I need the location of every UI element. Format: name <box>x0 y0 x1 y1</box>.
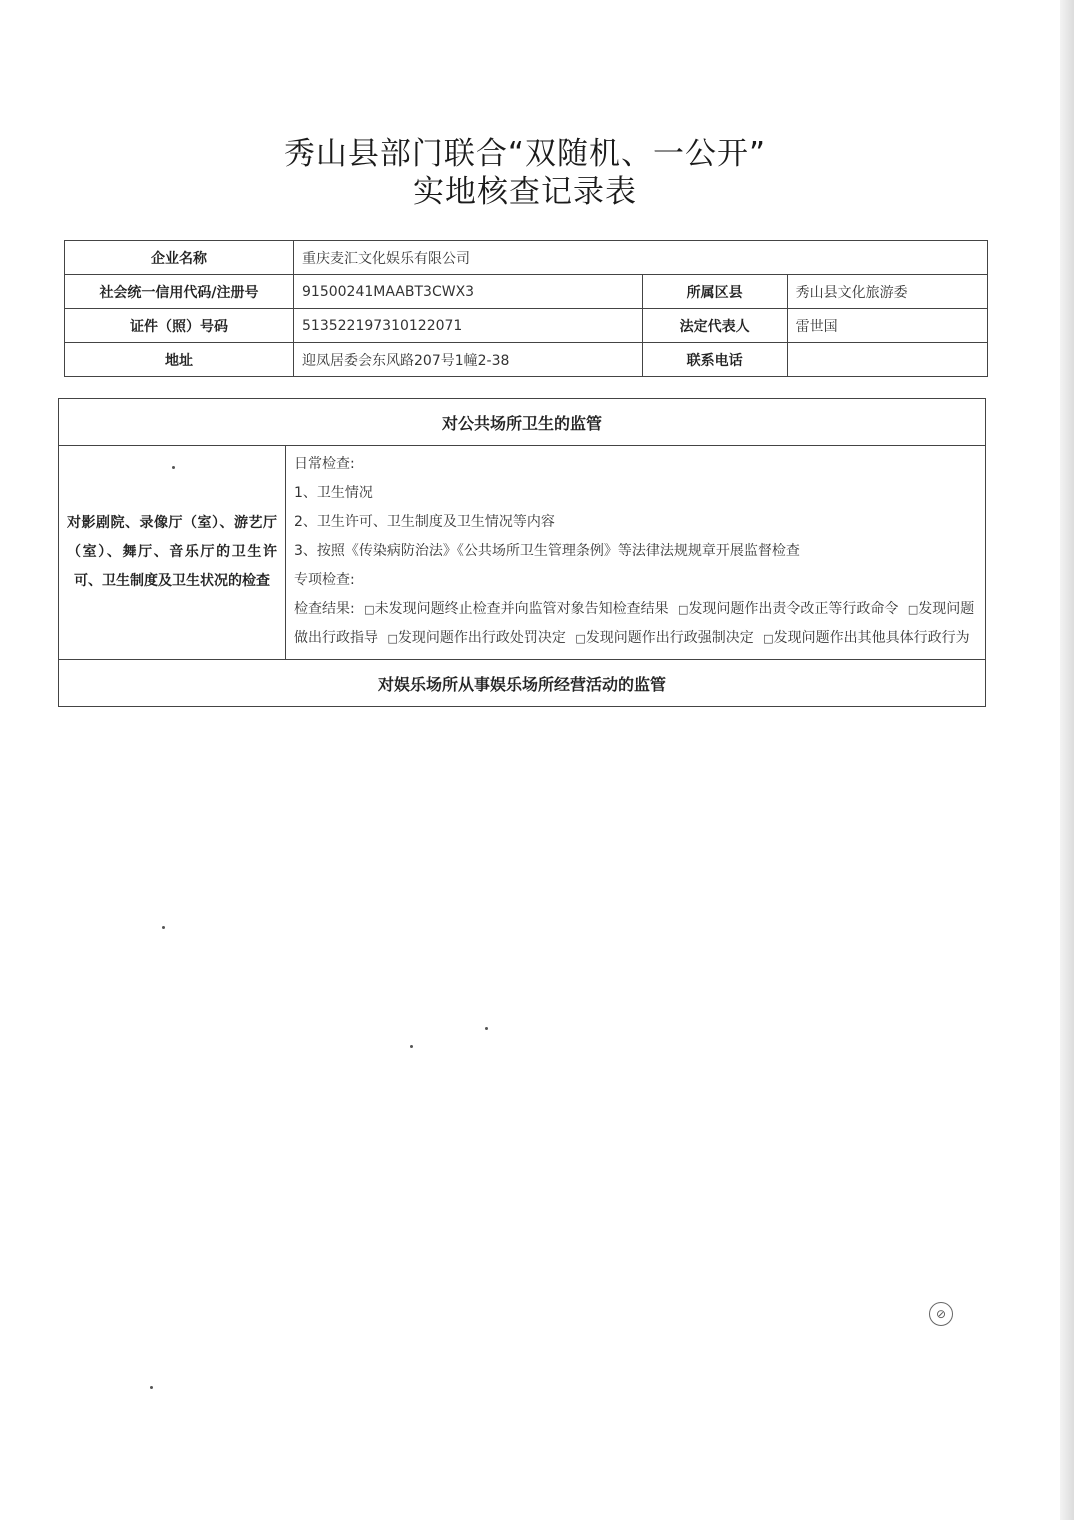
result-option: 未发现问题终止检查并向监管对象告知检查结果 <box>374 601 669 617</box>
checkbox-icon[interactable]: □ <box>387 632 398 645</box>
address-label: 地址 <box>65 343 294 377</box>
stamp-mark-icon: ⊘ <box>929 1302 953 1326</box>
legal-representative-label: 法定代表人 <box>642 309 787 343</box>
district-label: 所属区县 <box>642 275 787 309</box>
table-row <box>65 343 988 377</box>
table-row <box>59 446 986 660</box>
entertainment-section-heading: 对娱乐场所从事娱乐场所经营活动的监管 <box>59 660 986 707</box>
inspection-content <box>286 446 986 660</box>
company-name-value: 重庆麦汇文化娱乐有限公司 <box>294 241 988 275</box>
public-hygiene-section-heading: 对公共场所卫生的监管 <box>59 399 986 446</box>
result-option: 发现问题作出行政强制决定 <box>585 630 754 646</box>
scan-speck <box>485 1027 488 1030</box>
scan-speck <box>410 1045 413 1048</box>
license-number-label: 证件（照）号码 <box>65 309 294 343</box>
table-row <box>59 399 986 446</box>
legal-representative-value: 雷世国 <box>787 309 987 343</box>
document-title-line1: 秀山县部门联合“双随机、一公开” <box>283 136 767 172</box>
scan-speck <box>162 926 165 929</box>
result-option: 发现问题做出行政指导 <box>294 601 975 646</box>
result-option: 发现问题作出行政处罚决定 <box>397 630 566 646</box>
daily-check-heading: 日常检查: <box>294 456 355 472</box>
checkbox-icon[interactable]: □ <box>763 632 774 645</box>
table-row <box>59 660 986 707</box>
checkbox-icon[interactable]: □ <box>575 632 586 645</box>
credit-code-label: 社会统一信用代码/注册号 <box>65 275 294 309</box>
address-value: 迎凤居委会东风路207号1幢2-38 <box>294 343 643 377</box>
daily-check-item-3: 3、按照《传染病防治法》《公共场所卫生管理条例》等法律法规规章开展监督检查 <box>294 543 800 559</box>
district-value: 秀山县文化旅游委 <box>787 275 987 309</box>
scan-speck <box>150 1386 153 1389</box>
inspection-result <box>294 595 979 653</box>
result-option: 发现问题作出责令改正等行政命令 <box>688 601 899 617</box>
credit-code-value: 91500241MAABT3CWX3 <box>294 275 643 309</box>
phone-value <box>787 343 987 377</box>
daily-check-item-2: 2、卫生许可、卫生制度及卫生情况等内容 <box>294 514 555 530</box>
license-number-value: 513522197310122071 <box>294 309 643 343</box>
supervision-table <box>58 398 986 707</box>
scan-speck <box>172 466 175 469</box>
table-row <box>65 241 988 275</box>
checkbox-icon[interactable]: □ <box>678 603 689 616</box>
inspection-item-label: 对影剧院、录像厅（室）、游艺厅（室）、舞厅、音乐厅的卫生许可、卫生制度及卫生状况的检查 <box>59 446 286 660</box>
company-name-label: 企业名称 <box>65 241 294 275</box>
page-edge <box>1060 0 1074 1520</box>
document-title-line2: 实地核查记录表 <box>413 174 637 210</box>
checkbox-icon[interactable]: □ <box>364 603 375 616</box>
result-option: 发现问题作出其他具体行政行为 <box>773 630 970 646</box>
phone-label: 联系电话 <box>642 343 787 377</box>
table-row <box>65 275 988 309</box>
daily-check-item-1: 1、卫生情况 <box>294 485 373 501</box>
special-check-heading: 专项检查: <box>294 572 355 588</box>
enterprise-info-table <box>64 240 988 377</box>
result-label: 检查结果: <box>294 601 355 617</box>
checkbox-icon[interactable]: □ <box>907 603 919 616</box>
table-row <box>65 309 988 343</box>
